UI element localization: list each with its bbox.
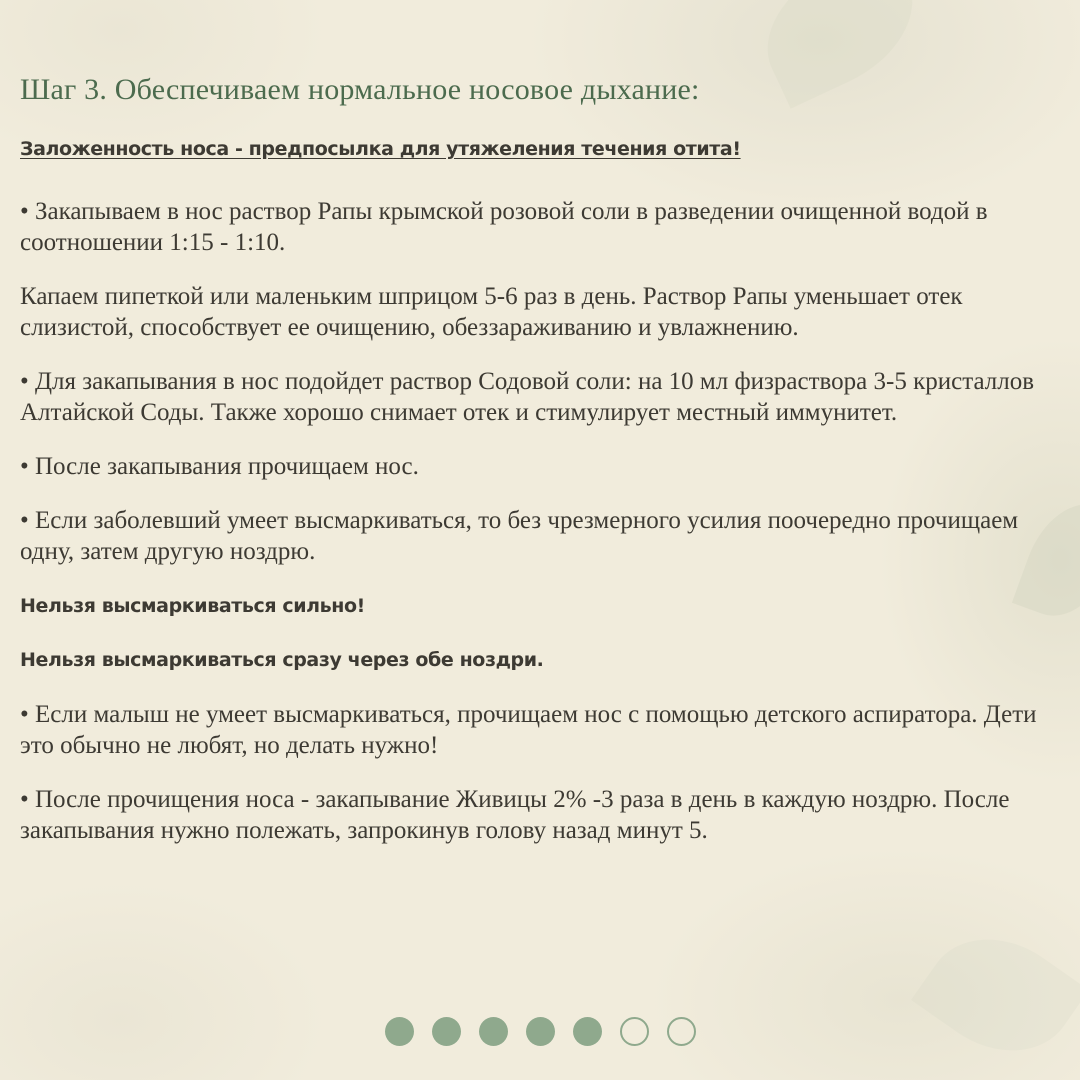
pagination-dot-filled[interactable] xyxy=(432,1017,461,1046)
pagination-dot-empty[interactable] xyxy=(667,1017,696,1046)
paragraph-rapa-usage: Капаем пипеткой или маленьким шприцом 5-6 раз в день. Раствор Рапы уменьшает отек слизистой, способствует ее очищению, обеззараживанию и увлажнению. xyxy=(20,283,963,341)
warning-subtitle: Заложенность носа - предпосылка для утяжеления течения отита! xyxy=(20,138,741,160)
paragraph-zhivitsa: • После прочищения носа - закапывание Живицы 2% -3 раза в день в каждую ноздрю. После закапывания нужно полежать, запрокинув голову назад минут 5. xyxy=(20,786,1010,844)
pagination-dot-filled[interactable] xyxy=(573,1017,602,1046)
warning-both-nostrils: Нельзя высмаркиваться сразу через обе ноздри. xyxy=(20,649,544,671)
pagination-dot-empty[interactable] xyxy=(620,1017,649,1046)
paragraph-rapa: • Закапываем в нос раствор Рапы крымской розовой соли в разведении очищенной водой в соотношении 1:15 - 1:10. xyxy=(20,198,988,256)
paragraph-blow-nose: • Если заболевший умеет высмаркиваться, то без чрезмерного усилия поочередно прочищаем одну, затем другую ноздрю. xyxy=(20,507,1019,565)
slide-content xyxy=(20,68,1065,846)
warning-blow-hard: Нельзя высмаркиваться сильно! xyxy=(20,595,365,617)
decorative-leaf xyxy=(911,910,1080,1080)
paragraph-soda: • Для закапывания в нос подойдет раствор Содовой соли: на 10 мл физраствора 3-5 кристаллов Алтайской Соды. Также хорошо снимает отек и стимулирует местный иммунитет. xyxy=(20,368,1035,426)
paragraph-clean-nose: • После закапывания прочищаем нос. xyxy=(20,453,419,480)
page-title: Шаг 3. Обеспечиваем нормальное носовое дыхание: xyxy=(20,73,700,106)
pagination-dots xyxy=(0,1017,1080,1046)
pagination-dot-filled[interactable] xyxy=(479,1017,508,1046)
pagination-dot-filled[interactable] xyxy=(385,1017,414,1046)
pagination-dot-filled[interactable] xyxy=(526,1017,555,1046)
paragraph-aspirator: • Если малыш не умеет высмаркиваться, прочищаем нос с помощью детского аспиратора. Дети это обычно не любят, но делать нужно! xyxy=(20,701,1037,759)
